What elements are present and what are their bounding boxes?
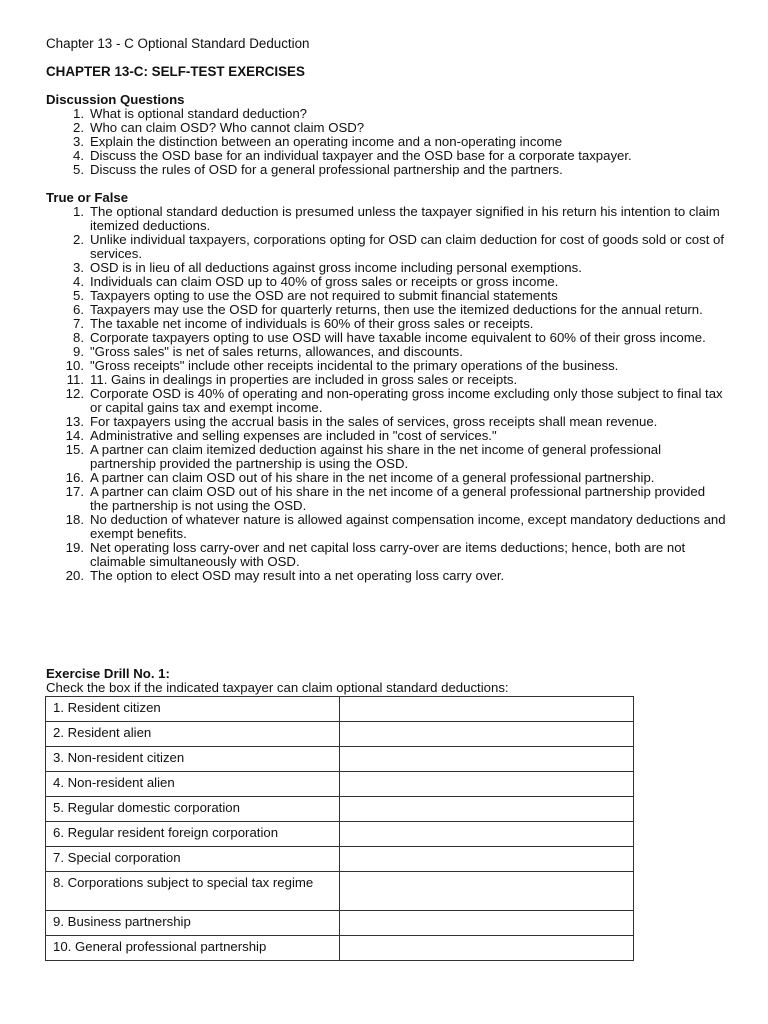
check-cell[interactable] (340, 936, 634, 961)
taxpayer-label: 9. Business partnership (46, 911, 340, 936)
taxpayer-label: 10. General professional partnership (46, 936, 340, 961)
list-item: 4. Discuss the OSD base for an individual taxpayer and the OSD base for a corporate taxpayer. (73, 148, 632, 163)
list-item: 11. 11. Gains in dealings in properties are included in gross sales or receipts. (66, 372, 518, 387)
list-item: 3. OSD is in lieu of all deductions against gross income including personal exemptions. (73, 260, 582, 275)
drill-instruction: Check the box if the indicated taxpayer can claim optional standard deductions: (46, 680, 509, 695)
taxpayer-label: 7. Special corporation (46, 847, 340, 872)
list-item: 16. A partner can claim OSD out of his share in the net income of a general professional partnership. (65, 470, 655, 485)
table-row (46, 747, 634, 772)
drill-heading: Exercise Drill No. 1: (46, 666, 170, 681)
discussion-heading: Discussion Questions (46, 92, 185, 107)
list-item: 17. A partner can claim OSD out of his share in the net income of a general professional partnership provided the partnership is not using the OSD. (65, 484, 706, 513)
table-row (46, 722, 634, 747)
table-row (46, 797, 634, 822)
check-cell[interactable] (340, 847, 634, 872)
list-item: 10. "Gross receipts" include other receipts incidental to the primary operations of the business. (65, 358, 619, 373)
list-item: 20. The option to elect OSD may result into a net operating loss carry over. (65, 568, 505, 583)
check-cell[interactable] (340, 822, 634, 847)
check-cell[interactable] (340, 772, 634, 797)
list-item: 6. Taxpayers may use the OSD for quarterly returns, then use the itemized deductions for the annual return. (73, 302, 703, 317)
table-row (46, 872, 634, 911)
list-item: 5. Taxpayers opting to use the OSD are not required to submit financial statements (73, 288, 558, 303)
list-item: 9. "Gross sales" is net of sales returns, allowances, and discounts. (73, 344, 463, 359)
table-row (46, 936, 634, 961)
discussion-list (46, 107, 726, 177)
list-item: 3. Explain the distinction between an operating income and a non-operating income (73, 134, 563, 149)
list-item: 4. Individuals can claim OSD up to 40% of gross sales or receipts or gross income. (73, 274, 559, 289)
taxpayer-label: 5. Regular domestic corporation (46, 797, 340, 822)
table-row (46, 822, 634, 847)
taxpayer-label: 8. Corporations subject to special tax regime (46, 872, 340, 911)
list-item: 18. No deduction of whatever nature is allowed against compensation income, except mandatory deductions and exempt benefits. (65, 512, 726, 541)
check-cell[interactable] (340, 697, 634, 722)
true-false-list (46, 205, 726, 583)
list-item: 12. Corporate OSD is 40% of operating and non-operating gross income excluding only those subject to final tax or capital gains tax and exempt income. (65, 386, 723, 415)
table-row (46, 772, 634, 797)
taxpayer-label: 2. Resident alien (46, 722, 340, 747)
taxpayer-label: 1. Resident citizen (46, 697, 340, 722)
list-item: 1. The optional standard deduction is presumed unless the taxpayer signified in his return his intention to claim itemized deductions. (73, 204, 720, 233)
list-item: 8. Corporate taxpayers opting to use OSD will have taxable income equivalent to 60% of their gross income. (73, 330, 706, 345)
table-row (46, 697, 634, 722)
table-row (46, 847, 634, 872)
check-cell[interactable] (340, 911, 634, 936)
list-item: 13. For taxpayers using the accrual basis in the sales of services, gross receipts shall mean revenue. (65, 414, 658, 429)
taxpayer-label: 3. Non-resident citizen (46, 747, 340, 772)
chapter-title: CHAPTER 13-C: SELF-TEST EXERCISES (46, 64, 305, 79)
taxpayer-label: 6. Regular resident foreign corporation (46, 822, 340, 847)
list-item: 7. The taxable net income of individuals is 60% of their gross sales or receipts. (73, 316, 534, 331)
list-item: 15. A partner can claim itemized deduction against his share in the net income of general professional partnership provided the partnership is using the OSD. (65, 442, 662, 471)
table-row (46, 911, 634, 936)
list-item: 14. Administrative and selling expenses are included in "cost of services." (65, 428, 497, 443)
list-item: 2. Who can claim OSD? Who cannot claim OSD? (73, 120, 365, 135)
check-cell[interactable] (340, 872, 634, 911)
list-item: 19. Net operating loss carry-over and net capital loss carry-over are items deductions; hence, both are not claimable simultaneously with OSD. (65, 540, 686, 569)
check-cell[interactable] (340, 722, 634, 747)
list-item: 1. What is optional standard deduction? (73, 106, 308, 121)
running-title: Chapter 13 - C Optional Standard Deduction (46, 36, 310, 51)
taxpayer-label: 4. Non-resident alien (46, 772, 340, 797)
list-item: 2. Unlike individual taxpayers, corporations opting for OSD can claim deduction for cost of goods sold or cost of services. (73, 232, 725, 261)
check-cell[interactable] (340, 747, 634, 772)
check-cell[interactable] (340, 797, 634, 822)
taxpayer-osd-table (45, 696, 634, 961)
list-item: 5. Discuss the rules of OSD for a general professional partnership and the partners. (73, 162, 563, 177)
true-false-heading: True or False (46, 190, 129, 205)
